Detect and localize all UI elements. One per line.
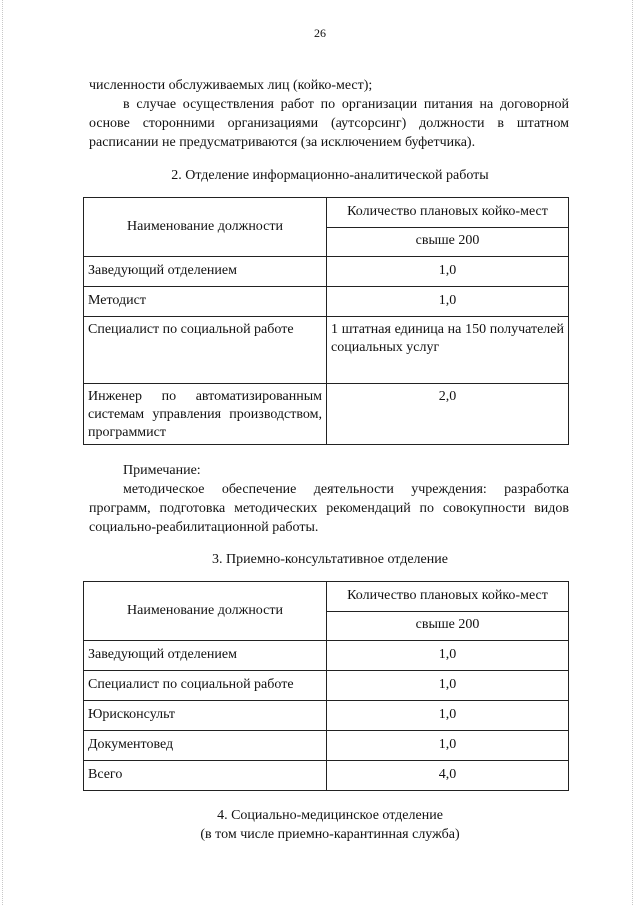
col-subheader-qty: свыше 200 <box>327 612 569 641</box>
position-name: Специалист по социальной работе <box>84 317 327 384</box>
position-value: 1,0 <box>327 671 569 701</box>
section3-title: 3. Приемно-консультативное отделение <box>212 552 448 567</box>
position-name: Инженер по автоматизированным системам управления производством, программист <box>84 384 327 445</box>
table-row <box>84 641 569 671</box>
position-value: 2,0 <box>327 384 569 445</box>
table-row <box>84 317 569 384</box>
note-text: методическое обеспечение деятельности учреждения: разработка программ, подготовка методических рекомендаций по совокупности видов социально-реабилитационной работы. <box>89 482 569 535</box>
position-name: Заведующий отделением <box>84 641 327 671</box>
table-row <box>84 731 569 761</box>
col-subheader-qty: свыше 200 <box>327 228 569 257</box>
table-row <box>84 671 569 701</box>
page-number: 26 <box>314 26 326 40</box>
position-value: 1,0 <box>327 257 569 287</box>
position-value: 1,0 <box>327 287 569 317</box>
intro-line: численности обслуживаемых лиц (койко-мест); <box>89 78 373 93</box>
col-header-name: Наименование должности <box>84 198 327 257</box>
note-label: Примечание: <box>123 463 201 478</box>
intro-paragraph: в случае осуществления работ по организации питания на договорной основе сторонними организациями (аутсорсинг) должности в штатном расписании не предусматриваются (за исключением буфетчика). <box>89 97 569 150</box>
left-edge-marks <box>2 0 6 905</box>
position-value: 1 штатная единица на 150 получателей социальных услуг <box>327 317 569 384</box>
table-row <box>84 384 569 445</box>
position-value: 4,0 <box>327 761 569 791</box>
col-header-qty: Количество плановых койко-мест <box>327 198 569 228</box>
section3-table <box>83 581 569 791</box>
col-header-name: Наименование должности <box>84 582 327 641</box>
position-name: Специалист по социальной работе <box>84 671 327 701</box>
section2-title: 2. Отделение информационно-аналитической работы <box>171 168 489 183</box>
position-name: Заведующий отделением <box>84 257 327 287</box>
position-name: Юрисконсульт <box>84 701 327 731</box>
col-header-qty: Количество плановых койко-мест <box>327 582 569 612</box>
right-edge-marks <box>632 0 636 905</box>
position-value: 1,0 <box>327 731 569 761</box>
position-value: 1,0 <box>327 701 569 731</box>
section4-title: 4. Социально-медицинское отделение <box>217 808 443 823</box>
table-row <box>84 761 569 791</box>
position-name: Всего <box>84 761 327 791</box>
position-name: Документовед <box>84 731 327 761</box>
table-row <box>84 701 569 731</box>
table-row <box>84 257 569 287</box>
position-name: Методист <box>84 287 327 317</box>
section4-subtitle: (в том числе приемно-карантинная служба) <box>200 827 460 842</box>
section2-table <box>83 197 569 445</box>
position-value: 1,0 <box>327 641 569 671</box>
table-row <box>84 287 569 317</box>
